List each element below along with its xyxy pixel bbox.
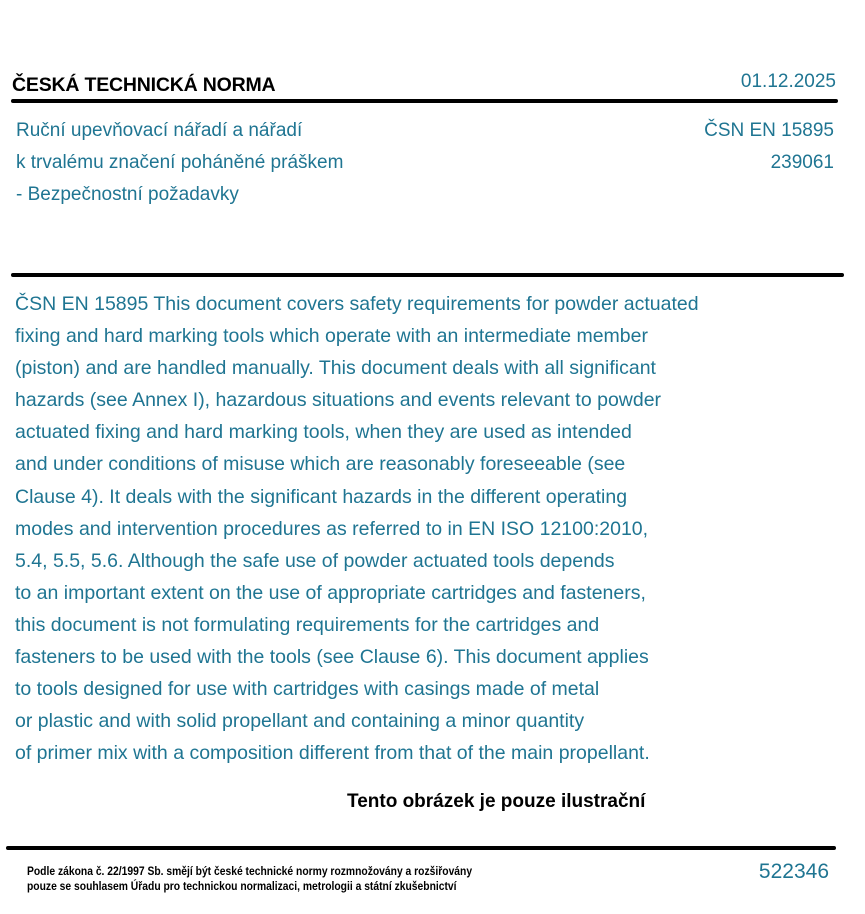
title-line: Ruční upevňovací nářadí a nářadí xyxy=(16,120,303,141)
title-line: k trvalému značení poháněné práškem xyxy=(16,152,344,173)
legal-line: Podle zákona č. 22/1997 Sb. smějí být české technické normy rozmnožovány a rozšiřovány xyxy=(27,864,473,878)
publication-date: 01.12.2025 xyxy=(740,71,836,92)
abstract-line: hazards (see Annex I), hazardous situations and events relevant to powder xyxy=(15,389,662,412)
abstract-line: or plastic and with solid propellant and containing a minor quantity xyxy=(15,710,585,733)
abstract-line: and under conditions of misuse which are reasonably foreseeable (see xyxy=(15,453,626,476)
footer-divider xyxy=(6,846,836,850)
title-line: - Bezpečnostní požadavky xyxy=(16,184,239,205)
abstract-line: Clause 4). It deals with the significant hazards in the different operating xyxy=(15,485,628,508)
illustration-disclaimer: Tento obrázek je pouze ilustrační xyxy=(347,791,646,812)
header-divider xyxy=(11,99,838,103)
abstract-line: fasteners to be used with the tools (see Clause 6). This document applies xyxy=(15,646,649,669)
abstract-line: of primer mix with a composition different from that of the main propellant. xyxy=(15,742,650,765)
abstract-line: 5.4, 5.5, 5.6. Although the safe use of powder actuated tools depends xyxy=(15,549,615,572)
standard-codes xyxy=(704,115,834,179)
abstract-line: modes and intervention procedures as referred to in EN ISO 12100:2010, xyxy=(15,517,649,540)
title-divider xyxy=(11,273,844,277)
abstract-line: actuated fixing and hard marking tools, when they are used as intended xyxy=(15,421,632,444)
standard-abstract xyxy=(15,288,699,769)
abstract-line: (piston) and are handled manually. This document deals with all significant xyxy=(15,357,656,380)
abstract-line: fixing and hard marking tools which operate with an intermediate member xyxy=(15,325,648,348)
abstract-line: to tools designed for use with cartridges with casings made of metal xyxy=(15,678,600,701)
classification-number: 239061 xyxy=(770,152,834,173)
legal-notice xyxy=(27,864,472,894)
document-number: 522346 xyxy=(758,860,829,883)
standard-type-label: ČESKÁ TECHNICKÁ NORMA xyxy=(12,74,276,96)
abstract-line: ČSN EN 15895 This document covers safety requirements for powder actuated xyxy=(15,293,699,315)
legal-line: pouze se souhlasem Úřadu pro technickou normalizaci, metrologii a státní zkušebnictví xyxy=(27,879,457,893)
abstract-line: this document is not formulating requirements for the cartridges and xyxy=(15,613,600,636)
standard-title xyxy=(16,115,343,211)
abstract-line: to an important extent on the use of appropriate cartridges and fasteners, xyxy=(15,581,646,604)
standard-number: ČSN EN 15895 xyxy=(704,120,834,141)
